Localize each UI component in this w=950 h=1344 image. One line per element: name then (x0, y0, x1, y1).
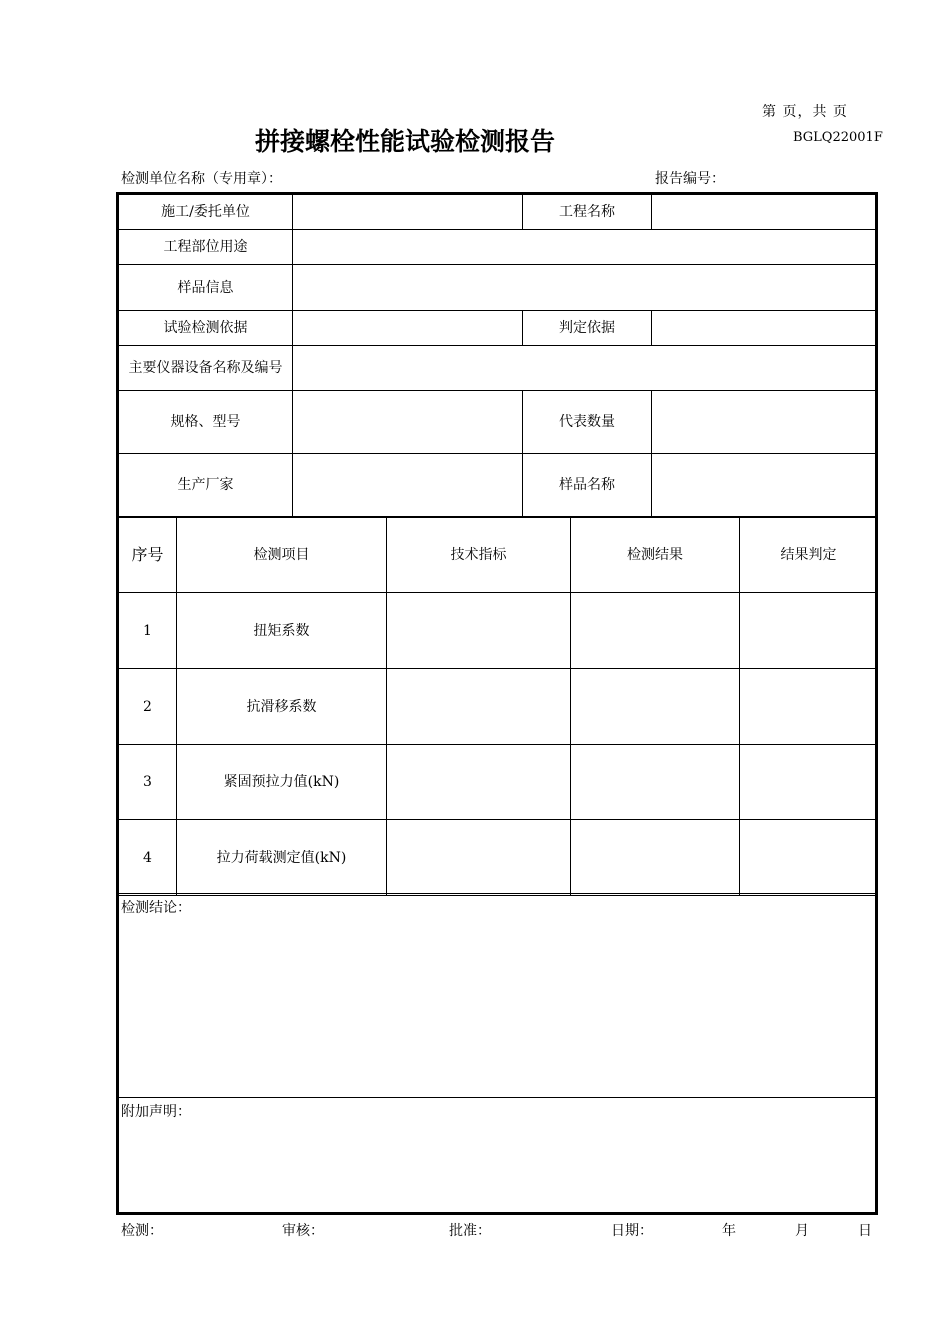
col-header-result: 检测结果 (571, 518, 740, 593)
sample-name-field[interactable] (652, 454, 878, 517)
quantity-field[interactable] (652, 391, 878, 454)
equipment-field[interactable] (293, 346, 878, 391)
year-label: 年 (722, 1223, 736, 1239)
notice-section[interactable] (119, 1097, 875, 1215)
row-item: 紧固预拉力值(kN) (177, 745, 387, 820)
row-no: 1 (119, 593, 177, 669)
testing-unit-label: 检测单位名称（专用章）： (121, 171, 282, 187)
manufacturer-label: 生产厂家 (119, 454, 293, 517)
manufacturer-field[interactable] (293, 454, 523, 517)
location-field[interactable] (293, 230, 878, 265)
info-table (118, 194, 878, 517)
equipment-label: 主要仪器设备名称及编号 (119, 346, 293, 391)
tester-label: 检测： (121, 1223, 163, 1239)
test-basis-field[interactable] (293, 311, 523, 346)
report-number-label: 报告编号： (655, 171, 725, 187)
row-no: 3 (119, 745, 177, 820)
row-judgement-field[interactable] (740, 669, 878, 745)
row-spec-field[interactable] (387, 820, 571, 896)
reviewer-label: 审核： (282, 1223, 324, 1239)
row-no: 4 (119, 820, 177, 896)
results-table (118, 517, 878, 896)
table-row (119, 820, 878, 896)
judge-basis-field[interactable] (652, 311, 878, 346)
row-spec-field[interactable] (387, 745, 571, 820)
location-label: 工程部位用途 (119, 230, 293, 265)
judge-basis-label: 判定依据 (523, 311, 652, 346)
row-spec-field[interactable] (387, 593, 571, 669)
client-label: 施工/委托单位 (119, 195, 293, 230)
date-label: 日期： (611, 1223, 653, 1239)
row-result-field[interactable] (571, 820, 740, 896)
row-judgement-field[interactable] (740, 745, 878, 820)
approver-label: 批准： (449, 1223, 491, 1239)
row-item: 抗滑移系数 (177, 669, 387, 745)
project-name-field[interactable] (652, 195, 878, 230)
row-spec-field[interactable] (387, 669, 571, 745)
client-field[interactable] (293, 195, 523, 230)
form-code: BGLQ22001F (793, 130, 883, 145)
table-row (119, 745, 878, 820)
report-title: 拼接螺栓性能试验检测报告 (255, 127, 556, 156)
row-judgement-field[interactable] (740, 593, 878, 669)
table-row (119, 593, 878, 669)
month-label: 月 (795, 1223, 809, 1239)
row-result-field[interactable] (571, 669, 740, 745)
row-judgement-field[interactable] (740, 820, 878, 896)
notice-label: 附加声明： (121, 1104, 191, 1120)
row-item: 扭矩系数 (177, 593, 387, 669)
report-form (116, 192, 878, 1215)
project-name-label: 工程名称 (523, 195, 652, 230)
sample-name-label: 样品名称 (523, 454, 652, 517)
col-header-spec: 技术指标 (387, 518, 571, 593)
col-header-judgement: 结果判定 (740, 518, 878, 593)
row-result-field[interactable] (571, 593, 740, 669)
row-no: 2 (119, 669, 177, 745)
conclusion-section[interactable] (119, 893, 875, 1097)
sample-info-label: 样品信息 (119, 265, 293, 311)
col-header-item: 检测项目 (177, 518, 387, 593)
sample-info-field[interactable] (293, 265, 878, 311)
row-item: 拉力荷载测定值(kN) (177, 820, 387, 896)
conclusion-label: 检测结论： (121, 900, 191, 916)
col-header-no: 序号 (119, 518, 177, 593)
page-indicator: 第 页，共 页 (762, 104, 848, 120)
table-row (119, 669, 878, 745)
day-label: 日 (858, 1223, 872, 1239)
test-basis-label: 试验检测依据 (119, 311, 293, 346)
spec-field[interactable] (293, 391, 523, 454)
spec-label: 规格、型号 (119, 391, 293, 454)
quantity-label: 代表数量 (523, 391, 652, 454)
row-result-field[interactable] (571, 745, 740, 820)
